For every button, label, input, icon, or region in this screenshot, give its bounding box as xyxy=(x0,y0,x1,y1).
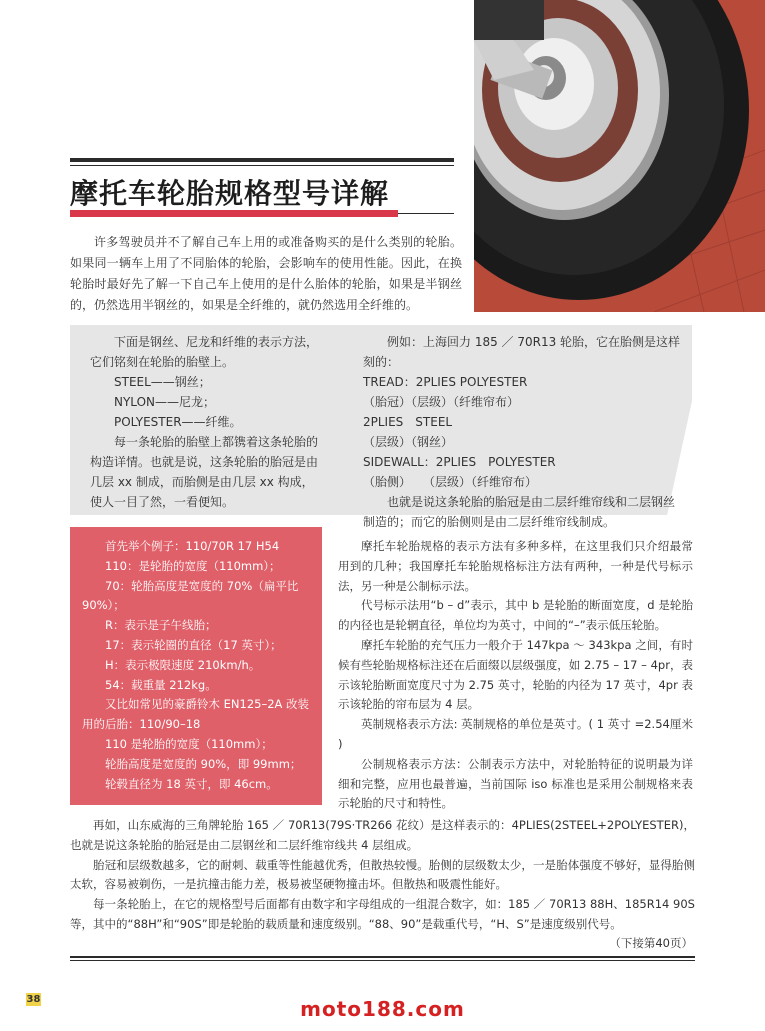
bottom-text-block xyxy=(70,816,695,935)
continued-note: （下接第40页） xyxy=(609,936,693,950)
body-paragraph: 英制规格表示方法: 英制规格的单位是英寸。( 1 英寸 =2.54厘米 ) xyxy=(338,717,693,751)
body-paragraph: 摩托车轮胎的充气压力一般介于 147kpa ～ 343kpa 之间，有时候有些轮胎规格标注还在后面缀以层级强度，如 2.75 – 17 – 4pr，表示该轮胎断面宽度尺寸为 2.75 英寸，轮胎的内径为 17 英寸，4pr 表示该轮胎的帘布层为 4 层。 xyxy=(338,637,693,712)
article-title: 摩托车轮胎规格型号详解 xyxy=(70,177,390,210)
red-line: 54：载重量 212kg。 xyxy=(105,677,217,692)
body-paragraph: 公制规格表示方法：公制表示方法中，对轮胎特征的说明最为详细和完整，应用也最普遍，当前国际 iso 标准也是采用公制规格来表示轮胎的尺寸和特性。 xyxy=(338,756,693,811)
bottom-rule-thin xyxy=(70,960,695,961)
bottom-rule-thick xyxy=(70,956,695,958)
title-accent-bar xyxy=(70,210,398,217)
intro-text: 许多驾驶员并不了解自己车上用的或准备购买的是什么类别的轮胎。如果同一辆车上用了不同胎体的轮胎，会影响车的使用性能。因此，在换轮胎时最好先了解一下自己车上使用的是什么胎体的轮胎，如果是半钢丝的，仍然选用半钢丝的，如果是全纤维的，就仍然选用全纤维的。 xyxy=(70,235,462,312)
materials-lead: 下面是钢丝、尼龙和纤维的表示方法，它们铭刻在轮胎的胎壁上。 xyxy=(90,335,319,369)
red-line: 轮胎高度是宽度的 90%，即 99mm； xyxy=(105,756,302,771)
body-paragraph: 代号标示法用“b – d”表示，其中 b 是轮胎的断面宽度，d 是轮胎的内径也是轮辋直径，单位均为英寸，中间的“–”表示低压轮胎。 xyxy=(338,598,693,633)
tread-note: （胎冠）（层级）（纤维帘布） xyxy=(363,395,520,409)
red-line: 轮毂直径为 18 英寸，即 46cm。 xyxy=(105,776,278,791)
material-nylon: NYLON——尼龙； xyxy=(114,395,215,409)
sidewall-explanation: 每一条轮胎的胎壁上都镌着这条轮胎的构造详情。也就是说，这条轮胎的胎冠是由几层 xx 制成，而胎侧是由几层 xx 构成，使人一目了然，一看便知。 xyxy=(90,435,319,509)
tread-line: TREAD：2PLIES POLYESTER xyxy=(363,375,528,389)
steel-note: （层级）（钢丝） xyxy=(363,435,454,449)
red-line: 首先举个例子：110/70R 17 H54 xyxy=(105,539,280,553)
title-underline xyxy=(398,213,454,214)
material-polyester: POLYESTER——纤维。 xyxy=(114,415,242,429)
grey-panel-left-column xyxy=(90,332,322,512)
body-paragraph: 再如，山东威海的三角牌轮胎 165 ／ 70R13(79S·TR266 花纹）是这样表示的：4PLIES(2STEEL+2POLYESTER)，也就是说这条轮胎的胎冠是由二层钢丝和二层纤维帘线共 4 层组成。 xyxy=(70,818,695,852)
sidewall-note: （胎侧） （层级）（纤维帘布） xyxy=(363,475,538,489)
sidewall-line: SIDEWALL：2PLIES POLYESTER xyxy=(363,455,556,469)
red-line: 110：是轮胎的宽度（110mm）； xyxy=(105,558,281,573)
red-line: R：表示是子午线胎； xyxy=(105,618,217,633)
body-paragraph: 摩托车轮胎规格的表示方法有多种多样，在这里我们只介绍最常用到的几种；我国摩托车轮胎规格标注方法有两种，一种是代号标示法，另一种是公制标示法。 xyxy=(338,539,693,593)
red-line: 110 是轮胎的宽度（110mm）； xyxy=(105,736,273,751)
red-line: H：表示极限速度 210km/h。 xyxy=(105,657,261,672)
body-paragraph: 胎冠和层级数越多，它的耐刺、载重等性能越优秀，但散热较慢。胎侧的层级数太少，一是胎体强度不够好，显得胎侧太软，容易被剃伤，一是抗撞击能力差，极易被坚硬物撞击坏。但散热和吸震性能好。 xyxy=(70,857,695,892)
grey-panel-right-column xyxy=(363,332,681,532)
motorcycle-wheel-photo xyxy=(474,0,765,312)
intro-paragraph xyxy=(70,232,462,316)
spec-methods-column xyxy=(338,537,693,814)
red-line: 又比如常见的豪爵铃木 EN125–2A 改装用的后胎：110/90–18 xyxy=(82,697,310,732)
red-line: 17：表示轮圈的直径（17 英寸）； xyxy=(105,637,282,652)
example-lead: 例如：上海回力 185 ／ 70R13 轮胎，它在胎侧是这样刻的： xyxy=(363,335,681,369)
example-conclusion: 也就是说这条轮胎的胎冠是由二层纤维帘线和二层钢丝制造的；而它的胎侧则是由二层纤维帘线制成。 xyxy=(363,495,676,529)
title-rule-thin xyxy=(70,165,454,166)
body-paragraph: 每一条轮胎上，在它的规格型号后面都有由数字和字母组成的一组混合数字，如：185 ／ 70R13 88H、185R14 90S 等，其中的“88H”和“90S”即是轮胎的载质量和速度级别。“88、90”是载重代号，“H、S”是速度级别代号。 xyxy=(70,897,695,931)
material-steel: STEEL——钢丝； xyxy=(114,375,211,389)
red-example-text xyxy=(82,537,314,794)
wheel-illustration xyxy=(474,0,765,312)
title-rule-thick xyxy=(70,158,454,162)
footer-website[interactable]: moto188.com xyxy=(300,997,465,1021)
steel-line: 2PLIES STEEL xyxy=(363,415,453,429)
red-line: 70：轮胎高度是宽度的 70%（扁平比 90%）； xyxy=(82,578,299,613)
page-number: 38 xyxy=(26,994,41,1005)
